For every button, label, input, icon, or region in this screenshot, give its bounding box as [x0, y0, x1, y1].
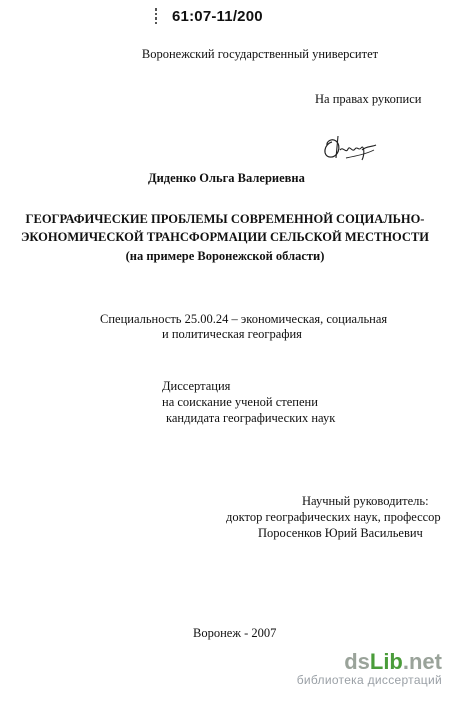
watermark-logo-ds: ds: [344, 649, 370, 674]
supervisor-degree: доктор географических наук, профессор: [226, 510, 441, 524]
watermark-logo-lib: Lib: [369, 649, 403, 674]
manuscript-rights: На правах рукописи: [315, 92, 422, 106]
library-stamp: 61:07-11/200: [172, 8, 263, 25]
author-name: Диденко Ольга Валериевна: [148, 171, 305, 185]
city-year: Воронеж - 2007: [193, 626, 277, 640]
signature: [318, 132, 380, 166]
title-line-1: ГЕОГРАФИЧЕСКИЕ ПРОБЛЕМЫ СОВРЕМЕННОЙ СОЦИАЛЬНО-: [25, 212, 425, 226]
watermark-tagline: библиотека диссертаций: [296, 673, 442, 687]
title-subtitle: (на примере Воронежской области): [125, 249, 325, 263]
stamp-marks: [154, 7, 158, 27]
dissertation-line-2: на соискание ученой степени: [162, 395, 318, 409]
supervisor-name: Поросенков Юрий Васильевич: [258, 526, 423, 540]
specialty-line-2: и политическая география: [162, 327, 302, 341]
title-line-2: ЭКОНОМИЧЕСКОЙ ТРАНСФОРМАЦИИ СЕЛЬСКОЙ МЕСТНОСТИ: [20, 230, 430, 244]
dissertation-line-1: Диссертация: [162, 379, 231, 393]
dissertation-line-3: кандидата географических наук: [166, 411, 336, 425]
watermark[interactable]: [297, 651, 442, 687]
watermark-logo-net: .net: [402, 649, 442, 674]
specialty-line-1: Специальность 25.00.24 – экономическая, социальная: [100, 312, 388, 326]
university-name: Воронежский государственный университет: [141, 47, 379, 61]
watermark-logo: [297, 651, 442, 673]
supervisor-label: Научный руководитель:: [302, 494, 429, 508]
